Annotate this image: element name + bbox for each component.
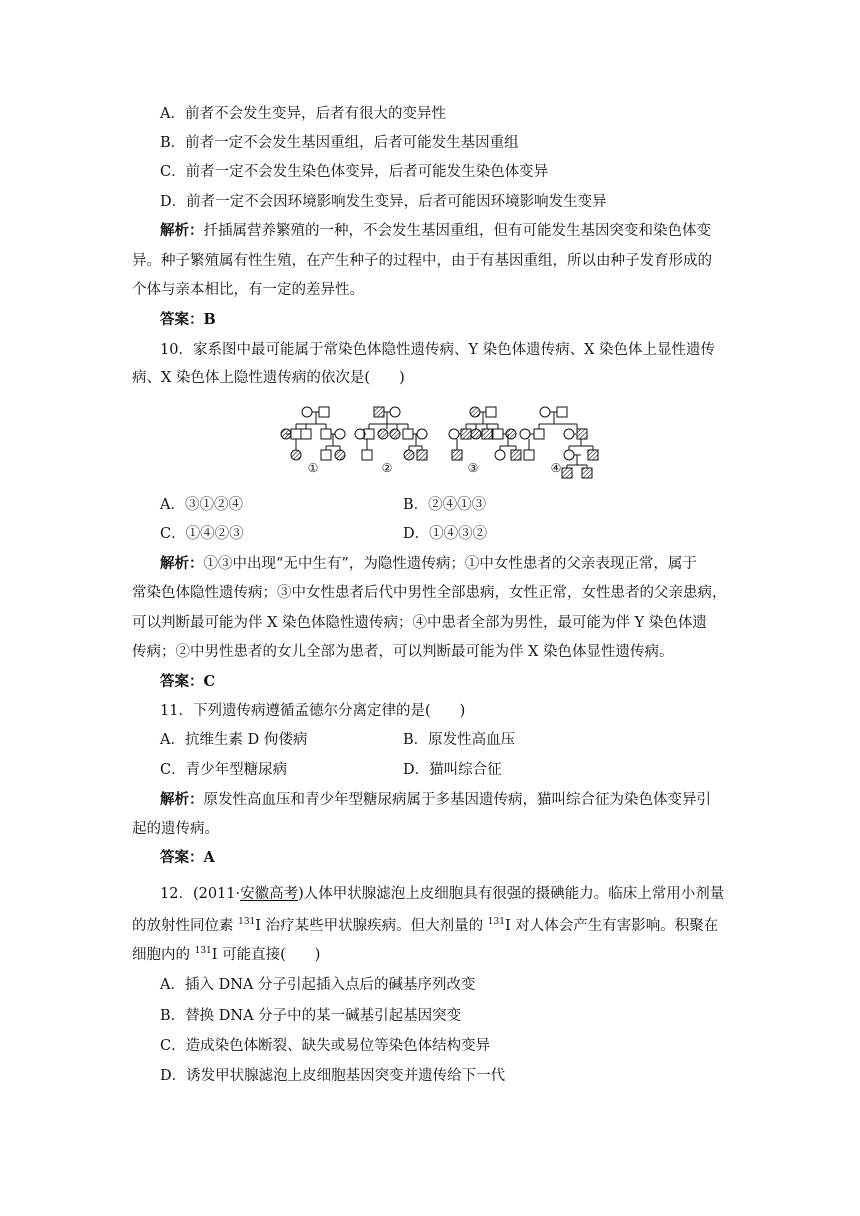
q10-analysis-line-3: 可以判断最可能为伴 X 染色体隐性遗传病；④中患者全部为男性，最可能为伴 Y 染色体遗: [132, 615, 707, 631]
pedigree-2: [355, 407, 427, 460]
q9-option-d: D．前者一定不会因环境影响发生变异，后者可能因环境影响发生变异: [160, 194, 607, 210]
q11-analysis-label: 解析：: [160, 791, 204, 808]
q9-option-b: B．前者一定不会发生基因重组，后者可能发生基因重组: [160, 135, 519, 151]
q11-option-b: B．原发性高血压: [403, 732, 516, 748]
q10-analysis-label: 解析：: [160, 555, 204, 572]
pedigree-3: [449, 407, 521, 460]
q12-stem-line-1: 12．(2011·安徽高考)人体甲状腺滤泡上皮细胞具有很强的摄碘能力。临床上常用小剂量: [160, 886, 725, 902]
pedigree-diagrams: [276, 400, 616, 485]
q12-source: 安徽高考: [240, 886, 299, 902]
q12-stem-line-3: 细胞内的 $^{131}$I 可能直接( ): [132, 946, 321, 963]
pedigree-label-1: ①: [307, 461, 319, 475]
q12-stem-line-2: 的放射性同位素 $^{131}$I 治疗某些甲状腺疾病。但大剂量的 $^{131}$I 对人体会产生有害影响。积聚在: [132, 917, 719, 934]
q11-answer: 答案：A: [160, 849, 215, 866]
q10-option-d: D．①④③②: [403, 526, 488, 542]
q10-option-a: A．③①②④: [160, 497, 243, 513]
q10-analysis-line-2: 常染色体隐性遗传病；③中女性患者后代中男性全部患病，女性正常，女性患者的父亲患病，: [132, 585, 727, 601]
q11-analysis-line-1: 解析：原发性高血压和青少年型糖尿病属于多基因遗传病，猫叫综合征为染色体变异引: [160, 791, 711, 808]
q12-option-c: C．造成染色体断裂、缺失或易位等染色体结构变异: [160, 1038, 491, 1054]
q10-stem-line-1: 10．家系图中最可能属于常染色体隐性遗传病、Y 染色体遗传病、X 染色体上显性遗传: [160, 342, 716, 358]
q9-option-a: A．前者不会发生变异，后者有很大的变异性: [160, 106, 446, 122]
pedigree-label-4: ④: [550, 461, 562, 475]
q11-option-a: A．抗维生素 D 佝偻病: [160, 732, 308, 748]
q10-stem-line-2: 病、X 染色体上隐性遗传病的依次是( ): [132, 370, 405, 386]
q10-option-b: B．②④①③: [403, 497, 487, 513]
q9-option-c: C．前者一定不会发生染色体变异，后者可能发生染色体变异: [160, 164, 549, 180]
q10-analysis-line-1: 解析：①③中出现“无中生有”，为隐性遗传病；①中女性患者的父亲表现正常，属于: [160, 555, 697, 572]
q12-option-a: A．插入 DNA 分子引起插入点后的碱基序列改变: [160, 977, 476, 993]
q10-analysis-line-4: 传病；②中男性患者的女儿全部为患者，可以判断最可能为伴 X 染色体显性遗传病。: [132, 644, 674, 660]
q10-answer: 答案：C: [160, 673, 216, 690]
q10-option-c: C．①④②③: [160, 526, 244, 542]
q9-analysis-label: 解析：: [160, 222, 204, 239]
pedigree-label-2: ②: [381, 461, 393, 475]
q11-option-c: C．青少年型糖尿病: [160, 762, 288, 778]
q9-analysis-line-3: 个体与亲本相比，有一定的差异性。: [132, 282, 364, 298]
q9-analysis-line-2: 异。种子繁殖属有性生殖，在产生种子的过程中，由于有基因重组，所以由种子发育形成的: [132, 253, 712, 269]
q11-stem: 11．下列遗传病遵循孟德尔分离定律的是( ): [160, 703, 466, 719]
pedigree-1: [281, 407, 345, 460]
q9-analysis-line-1: 解析：扦插属营养繁殖的一种，不会发生基因重组，但有可能发生基因突变和染色体变: [160, 222, 711, 239]
q11-option-d: D．猫叫综合征: [403, 762, 502, 778]
q11-analysis-line-2: 起的遗传病。: [132, 821, 219, 837]
q12-option-b: B．替换 DNA 分子中的某一碱基引起基因突变: [160, 1008, 462, 1024]
q12-option-d: D．诱发甲状腺滤泡上皮细胞基因突变并遗传给下一代: [160, 1068, 506, 1084]
pedigree-label-3: ③: [467, 461, 479, 475]
q9-answer: 答案：B: [160, 311, 216, 328]
